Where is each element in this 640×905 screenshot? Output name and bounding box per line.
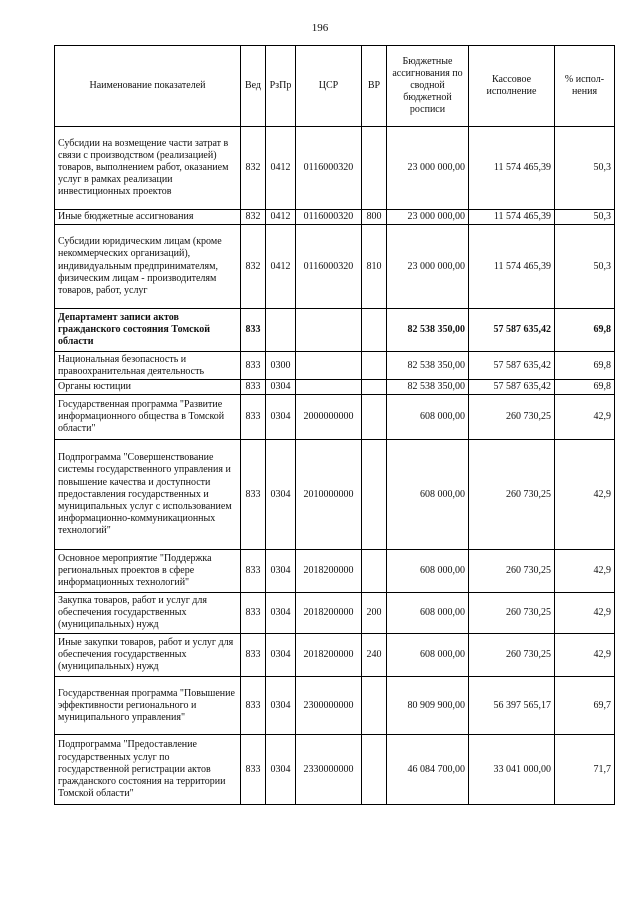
row-ved: 833: [241, 550, 266, 593]
row-cash: 33 041 000,00: [469, 735, 555, 805]
row-ved: 832: [241, 127, 266, 210]
row-vr: 800: [362, 210, 387, 225]
table-row: [55, 634, 615, 677]
row-percent: 69,8: [555, 309, 615, 352]
row-vr: [362, 380, 387, 395]
row-ved: 833: [241, 634, 266, 677]
row-budget: 82 538 350,00: [387, 380, 469, 395]
row-vr: 810: [362, 225, 387, 309]
table-row: [55, 309, 615, 352]
row-vr: [362, 440, 387, 550]
row-name: Закупка товаров, работ и услуг для обеспечения государственных (муниципальных) нужд: [55, 593, 241, 634]
row-name: Департамент записи актов гражданского состояния Томской области: [55, 309, 241, 352]
row-ved: 833: [241, 593, 266, 634]
row-rzpr: 0412: [266, 127, 296, 210]
row-cash: 11 574 465,39: [469, 210, 555, 225]
table-row: [55, 677, 615, 735]
row-cash: 260 730,25: [469, 550, 555, 593]
row-ved: 833: [241, 352, 266, 380]
row-budget: 23 000 000,00: [387, 127, 469, 210]
row-rzpr: 0412: [266, 225, 296, 309]
row-ved: 832: [241, 210, 266, 225]
row-csr: 2330000000: [296, 735, 362, 805]
row-cash: 57 587 635,42: [469, 309, 555, 352]
row-ved: 832: [241, 225, 266, 309]
row-cash: 11 574 465,39: [469, 127, 555, 210]
row-rzpr: [266, 309, 296, 352]
row-rzpr: 0304: [266, 677, 296, 735]
row-vr: [362, 352, 387, 380]
header-percent: % испол-нения: [555, 46, 615, 127]
row-rzpr: 0304: [266, 380, 296, 395]
row-vr: [362, 395, 387, 440]
row-csr: 2000000000: [296, 395, 362, 440]
header-budget: Бюджетные ассигнования по сводной бюджетной росписи: [387, 46, 469, 127]
header-rzpr: РзПр: [266, 46, 296, 127]
row-csr: 0116000320: [296, 127, 362, 210]
row-cash: 11 574 465,39: [469, 225, 555, 309]
row-cash: 260 730,25: [469, 395, 555, 440]
table-row: [55, 593, 615, 634]
header-vr: ВР: [362, 46, 387, 127]
row-budget: 608 000,00: [387, 593, 469, 634]
row-rzpr: 0304: [266, 440, 296, 550]
table-row: [55, 127, 615, 210]
table-row: [55, 550, 615, 593]
budget-execution-table: [54, 45, 615, 805]
header-ved: Вед: [241, 46, 266, 127]
row-budget: 608 000,00: [387, 634, 469, 677]
row-csr: 2010000000: [296, 440, 362, 550]
row-ved: 833: [241, 677, 266, 735]
row-cash: 56 397 565,17: [469, 677, 555, 735]
row-cash: 260 730,25: [469, 593, 555, 634]
row-csr: [296, 380, 362, 395]
row-csr: 2300000000: [296, 677, 362, 735]
row-rzpr: 0304: [266, 634, 296, 677]
row-cash: 260 730,25: [469, 634, 555, 677]
row-budget: 80 909 900,00: [387, 677, 469, 735]
row-name: Государственная программа "Развитие информационного общества в Томской области": [55, 395, 241, 440]
table-header-row: [55, 46, 615, 127]
row-vr: [362, 677, 387, 735]
row-name: Государственная программа "Повышение эффективности регионального и муниципального управления": [55, 677, 241, 735]
row-percent: 50,3: [555, 210, 615, 225]
row-name: Органы юстиции: [55, 380, 241, 395]
table-row: [55, 225, 615, 309]
row-percent: 42,9: [555, 440, 615, 550]
row-ved: 833: [241, 735, 266, 805]
row-rzpr: 0412: [266, 210, 296, 225]
table-row: [55, 380, 615, 395]
row-csr: 0116000320: [296, 225, 362, 309]
header-name: Наименование показателей: [55, 46, 241, 127]
row-name: Субсидии юридическим лицам (кроме некоммерческих организаций), индивидуальным предпринимателям, физическим лицам - производителям товаров, работ, услуг: [55, 225, 241, 309]
row-budget: 46 084 700,00: [387, 735, 469, 805]
row-budget: 23 000 000,00: [387, 225, 469, 309]
row-rzpr: 0304: [266, 735, 296, 805]
table-row: [55, 395, 615, 440]
row-rzpr: 0304: [266, 550, 296, 593]
row-csr: [296, 352, 362, 380]
row-csr: [296, 309, 362, 352]
row-percent: 69,8: [555, 380, 615, 395]
row-csr: 2018200000: [296, 593, 362, 634]
row-vr: [362, 550, 387, 593]
row-ved: 833: [241, 309, 266, 352]
table-row: [55, 735, 615, 805]
row-percent: 42,9: [555, 593, 615, 634]
row-name: Подпрограмма "Совершенствование системы государственного управления и повышение качества и доступности предоставления государственных и муниципальных услуг с использованием информационно-коммуникационных технологий": [55, 440, 241, 550]
row-budget: 608 000,00: [387, 550, 469, 593]
row-budget: 23 000 000,00: [387, 210, 469, 225]
row-csr: 2018200000: [296, 550, 362, 593]
row-budget: 82 538 350,00: [387, 309, 469, 352]
page-number: 196: [311, 22, 329, 34]
header-csr: ЦСР: [296, 46, 362, 127]
row-percent: 50,3: [555, 225, 615, 309]
row-percent: 42,9: [555, 634, 615, 677]
row-budget: 608 000,00: [387, 440, 469, 550]
row-ved: 833: [241, 380, 266, 395]
row-percent: 69,8: [555, 352, 615, 380]
row-name: Основное мероприятие "Поддержка региональных проектов в сфере информационных технологий": [55, 550, 241, 593]
row-percent: 42,9: [555, 395, 615, 440]
row-name: Иные бюджетные ассигнования: [55, 210, 241, 225]
row-cash: 57 587 635,42: [469, 352, 555, 380]
table-row: [55, 352, 615, 380]
row-vr: 200: [362, 593, 387, 634]
row-percent: 42,9: [555, 550, 615, 593]
row-csr: 2018200000: [296, 634, 362, 677]
row-name: Подпрограмма "Предоставление государственных услуг по государственной регистрации актов гражданского состояния на территории Томской области": [55, 735, 241, 805]
row-percent: 71,7: [555, 735, 615, 805]
row-budget: 608 000,00: [387, 395, 469, 440]
row-budget: 82 538 350,00: [387, 352, 469, 380]
row-percent: 50,3: [555, 127, 615, 210]
row-ved: 833: [241, 395, 266, 440]
table-row: [55, 440, 615, 550]
row-csr: 0116000320: [296, 210, 362, 225]
row-ved: 833: [241, 440, 266, 550]
row-rzpr: 0304: [266, 593, 296, 634]
row-vr: [362, 127, 387, 210]
row-vr: [362, 735, 387, 805]
row-vr: [362, 309, 387, 352]
row-name: Субсидии на возмещение части затрат в связи с производством (реализацией) товаров, выполнением работ, оказанием услуг в рамках реализации инвестиционных проектов: [55, 127, 241, 210]
row-rzpr: 0300: [266, 352, 296, 380]
row-rzpr: 0304: [266, 395, 296, 440]
table-row: [55, 210, 615, 225]
header-cash: Кассовое исполнение: [469, 46, 555, 127]
row-vr: 240: [362, 634, 387, 677]
row-cash: 260 730,25: [469, 440, 555, 550]
row-cash: 57 587 635,42: [469, 380, 555, 395]
row-name: Национальная безопасность и правоохранительная деятельность: [55, 352, 241, 380]
row-percent: 69,7: [555, 677, 615, 735]
row-name: Иные закупки товаров, работ и услуг для обеспечения государственных (муниципальных) нужд: [55, 634, 241, 677]
